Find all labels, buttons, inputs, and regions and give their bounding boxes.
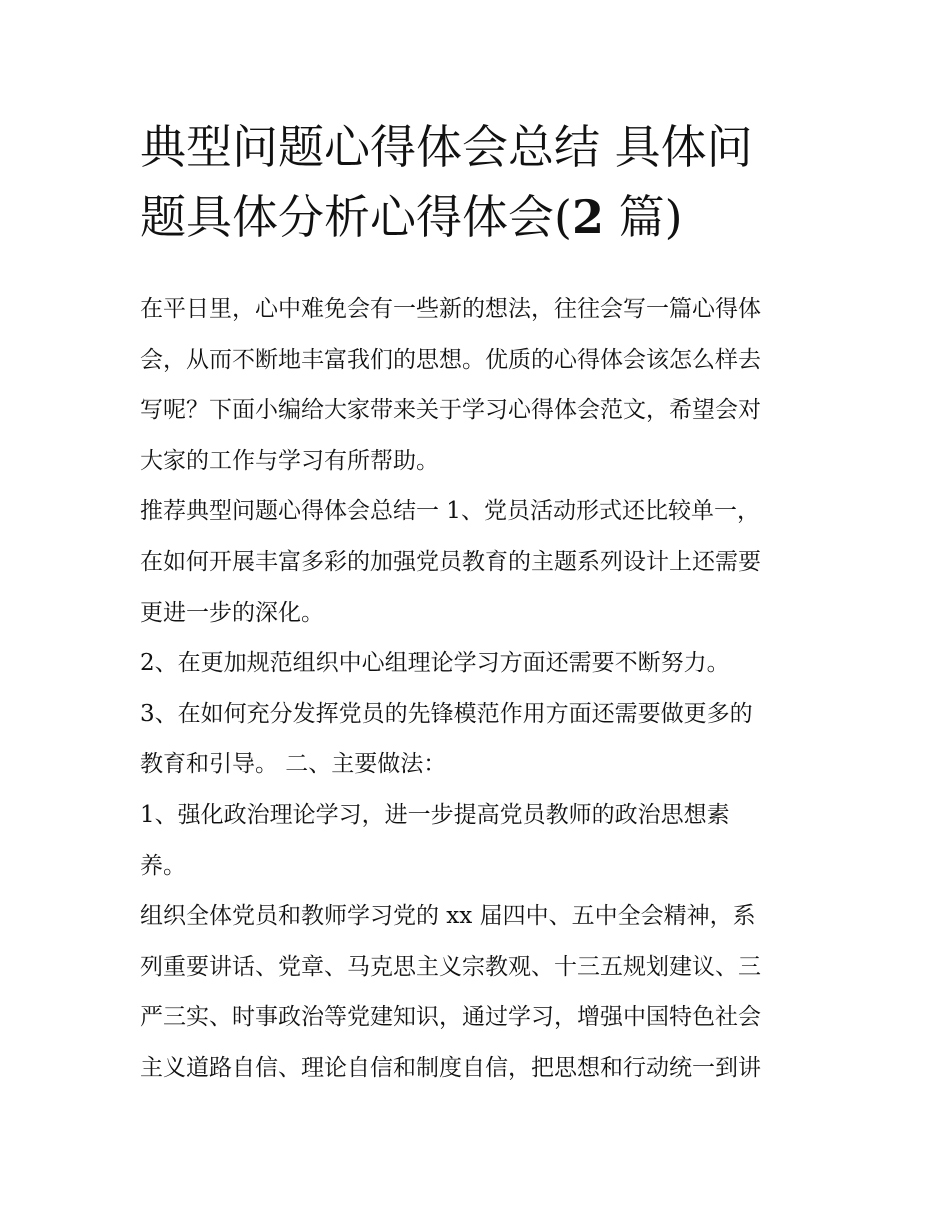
text-line: 1、强化政治理论学习，进一步提高党员教师的政治思想素 [140,801,730,828]
text-line: 大家的工作与学习有所帮助。 [140,447,439,474]
paragraph-problem-3 [140,689,812,790]
text-line: 列重要讲话、党章、马克思主义宗教观、十三五规划建议、三 [140,953,761,980]
title-line-2-number: 2 [571,190,604,244]
text-line: 养。 [140,852,186,879]
paragraph-problem-1 [140,486,812,638]
document-body [140,284,812,1094]
paragraph-method-1 [140,790,812,891]
text-line: 在平日里，心中难免会有一些新的想法，往往会写一篇心得体 [140,296,761,322]
paragraph-study-content [140,891,812,1093]
text-line: 更进一步的深化。 [140,599,324,626]
text-line: 主义道路自信、理论自信和制度自信，把思想和行动统一到讲 [140,1054,761,1081]
text-line: 3、在如何充分发挥党员的先锋模范作用方面还需要做更多的 [140,700,753,727]
text-line: 教育和引导。 二、主要做法： [140,751,447,778]
title-line-2-suffix: 篇) [603,190,683,244]
text-line: 会，从而不断地丰富我们的思想。优质的心得体会该怎么样去 [140,346,761,373]
title-line-1: 典型问题心得体会总结 具体问 [140,120,753,174]
title-line-2-prefix: 题具体分析心得体会( [140,190,572,244]
document-title [140,112,820,252]
text-line: 在如何开展丰富多彩的加强党员教育的主题系列设计上还需要 [140,548,761,575]
text-line: 推荐典型问题心得体会总结一 1、党员活动形式还比较单一， [140,498,760,525]
text-line: 2、在更加规范组织中心组理论学习方面还需要不断努力。 [140,650,730,677]
text-line: 严三实、时事政治等党建知识，通过学习，增强中国特色社会 [140,1004,761,1031]
text-line: 写呢？下面小编给大家带来关于学习心得体会范文，希望会对 [140,397,761,424]
text-line: 组织全体党员和教师学习党的 xx 届四中、五中全会精神，系 [140,903,756,930]
paragraph-problem-2 [140,638,812,689]
paragraph-intro [140,284,812,486]
